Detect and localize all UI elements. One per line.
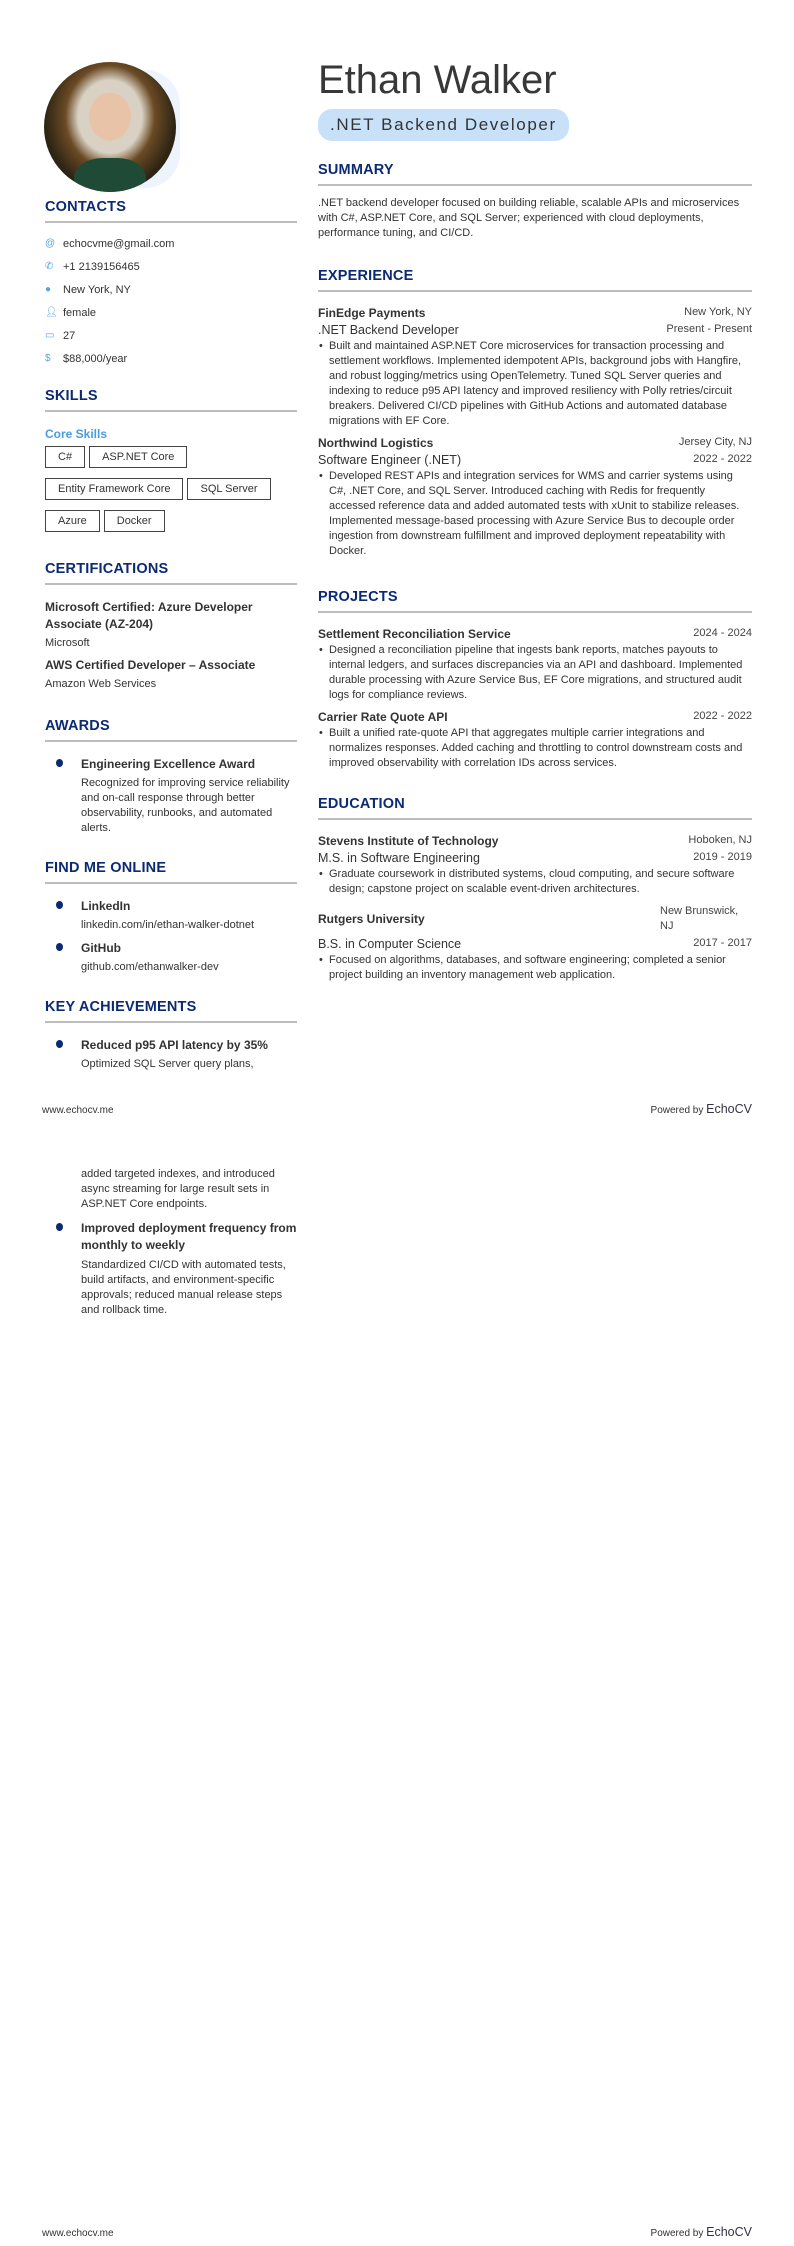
award-desc: Recognized for improving service reliability and on-call response through better observability, runbooks, and automated alerts. [81,777,290,834]
phone-icon: ✆ [45,261,54,272]
role: Software Engineer (.NET) [318,453,462,467]
calendar-icon: ▭ [45,330,55,341]
degree: B.S. in Computer Science [318,937,462,951]
bullet-dot-icon [56,901,63,909]
powered-by-text: Powered by [650,1105,704,1116]
bullet-dot-icon [56,1223,63,1231]
contact-text: New York, NY [63,283,131,296]
role: .NET Backend Developer [318,323,459,337]
cert-name: AWS Certified Developer – Associate [45,658,256,672]
bullet: • Developed REST APIs and integration services for WMS and carrier systems using C#, .NET Core, and SQL Server. Introduced caching with Redis for frequently accessed reference data and added automated tests with xUnit to stabilize releases. Implemented message-based processing with Azure Service Bus to decouple order ingestion from downstream fulfillment and improved deployment repeatability with Docker. [318,469,752,559]
section-heading: PROJECTS [318,589,752,613]
certifications-section [45,561,297,692]
awards-section [45,718,297,836]
achievement-desc: added targeted indexes, and introduced async streaming for large result sets in ASP.NET Core endpoints. [81,1168,275,1210]
person-icon: 👤︎ [45,307,58,318]
summary-section [318,162,752,241]
contact-email[interactable] [45,232,297,255]
dates: 2017 - 2017 [693,937,752,949]
section-heading: SKILLS [45,388,297,412]
skill-tags [45,446,295,542]
bullet: • Graduate coursework in distributed systems, cloud computing, and secure software design; capstone project on scalable event-driven architectures. [318,867,752,897]
project-item [318,710,752,771]
skill-group-title: Core Skills [45,427,108,441]
footer-site[interactable]: www.echocv.me [42,2228,114,2239]
achievement-item-continued [45,1167,297,1212]
online-item[interactable] [45,940,297,975]
contact-gender [45,301,297,324]
cert-org: Microsoft [45,637,90,649]
section-heading: CONTACTS [45,199,297,223]
online-url[interactable]: linkedin.com/in/ethan-walker-dotnet [81,919,255,931]
contact-text: female [63,306,97,319]
contact-age [45,324,297,347]
bullet-dot-icon [56,1040,63,1048]
contact-text: +1 2139156465 [63,260,140,273]
candidate-name: Ethan Walker [318,58,557,102]
location: New Brunswick, NJ [660,905,739,932]
powered-by-text: Powered by [650,2228,704,2239]
section-heading: EDUCATION [318,796,752,820]
skill-tag: ASP.NET Core [89,446,187,468]
location-icon: ● [45,284,52,295]
salary-icon: $ [45,353,51,364]
education-item [318,834,752,897]
school: Rutgers University [318,912,425,926]
dates: 2022 - 2022 [693,453,752,465]
skills-section [45,388,297,542]
dates: 2024 - 2024 [693,627,752,639]
footer-site[interactable]: www.echocv.me [42,1105,114,1116]
online-label: LinkedIn [81,899,131,913]
award-title: Engineering Excellence Award [81,757,256,771]
resume-page-2 [0,1123,794,2246]
achievement-desc: Optimized SQL Server query plans, [81,1058,254,1070]
experience-item [318,306,752,429]
skill-tag: Docker [104,510,165,532]
skill-tag: SQL Server [187,478,270,500]
bullet: • Built a unified rate-quote API that aggregates multiple carrier integrations and normalizes responses. Added caching and throttling to control downstream costs and improved observability with correlation IDs across services. [318,726,752,771]
contact-text: 27 [63,329,76,342]
skill-tag: Entity Framework Core [45,478,183,500]
contact-text: echocvme@gmail.com [63,237,175,250]
section-heading: KEY ACHIEVEMENTS [45,999,297,1023]
achievement-desc: Standardized CI/CD with automated tests, build artifacts, and environment-specific approvals; reduced manual release steps and rollback time. [81,1259,286,1316]
job-title-pill: .NET Backend Developer [318,109,569,141]
online-item[interactable] [45,898,297,933]
education-section [318,796,752,983]
experience-item [318,436,752,559]
location: New York, NY [684,306,752,318]
project-name: Settlement Reconciliation Service [318,627,511,641]
experience-section [318,268,752,559]
contact-text: $88,000/year [63,352,128,365]
school: Stevens Institute of Technology [318,834,499,848]
footer-powered [651,1102,752,1116]
degree: M.S. in Software Engineering [318,851,480,865]
at-icon: @ [45,238,56,249]
project-name: Carrier Rate Quote API [318,710,448,724]
company: FinEdge Payments [318,306,426,320]
bullet-dot-icon [56,759,63,767]
location: Jersey City, NJ [678,436,752,448]
summary-text: .NET backend developer focused on building reliable, scalable APIs and microservices with C#, ASP.NET Core, and SQL Server; experienced with cloud deployments, performance tuning, and CI/CD. [318,197,740,239]
cert-name: Microsoft Certified: Azure Developer Associate (AZ-204) [45,600,253,631]
bullet: • Focused on algorithms, databases, and software engineering; completed a senior project building an inventory management web application. [318,953,752,983]
achievement-title: Reduced p95 API latency by 35% [81,1038,268,1052]
section-heading: SUMMARY [318,162,752,186]
achievement-item [45,1037,297,1072]
section-heading: CERTIFICATIONS [45,561,297,585]
cert-org: Amazon Web Services [45,678,157,690]
online-section [45,860,297,975]
section-heading: FIND ME ONLINE [45,860,297,884]
project-item [318,627,752,703]
brand-logo: EchoCV [706,2225,752,2239]
achievements-continued [45,1167,297,1318]
contacts-section [45,199,297,370]
award-item [45,756,297,836]
brand-logo: EchoCV [706,1102,752,1116]
skill-tag: Azure [45,510,100,532]
education-item [318,904,752,983]
profile-photo [44,62,176,192]
bullet: • Designed a reconciliation pipeline that ingests bank reports, matches payouts to internal ledgers, and surfaces discrepancies via an API and dashboard. Implemented durable processing with Azure Service Bus, EF Core migrations, and structured audit logs for compliance reviews. [318,643,752,703]
dates: 2022 - 2022 [693,710,752,722]
location: Hoboken, NJ [688,834,752,846]
contact-location [45,278,297,301]
dates: Present - Present [666,323,752,335]
dates: 2019 - 2019 [693,851,752,863]
contact-phone[interactable] [45,255,297,278]
achievement-item [45,1220,297,1318]
online-url[interactable]: github.com/ethanwalker-dev [81,961,219,973]
section-heading: EXPERIENCE [318,268,752,292]
achievement-title: Improved deployment frequency from monthly to weekly [81,1221,297,1252]
section-heading: AWARDS [45,718,297,742]
bullet: • Built and maintained ASP.NET Core microservices for transaction processing and settlement workflows. Implemented idempotent APIs, background jobs with Hangfire, and robust logging/metrics using OpenTelemetry. Tuned SQL Server queries and indexing to reduce p95 API latency and improved resiliency with Polly retries/circuit breakers. Delivered CI/CD pipelines with GitHub Actions and automated database migrations with EF Core. [318,339,752,429]
bullet-dot-icon [56,943,63,951]
company: Northwind Logistics [318,436,434,450]
skill-tag: C# [45,446,85,468]
footer-powered [651,2225,752,2239]
projects-section [318,589,752,771]
achievements-section [45,999,297,1072]
online-label: GitHub [81,941,121,955]
contact-salary [45,347,297,370]
